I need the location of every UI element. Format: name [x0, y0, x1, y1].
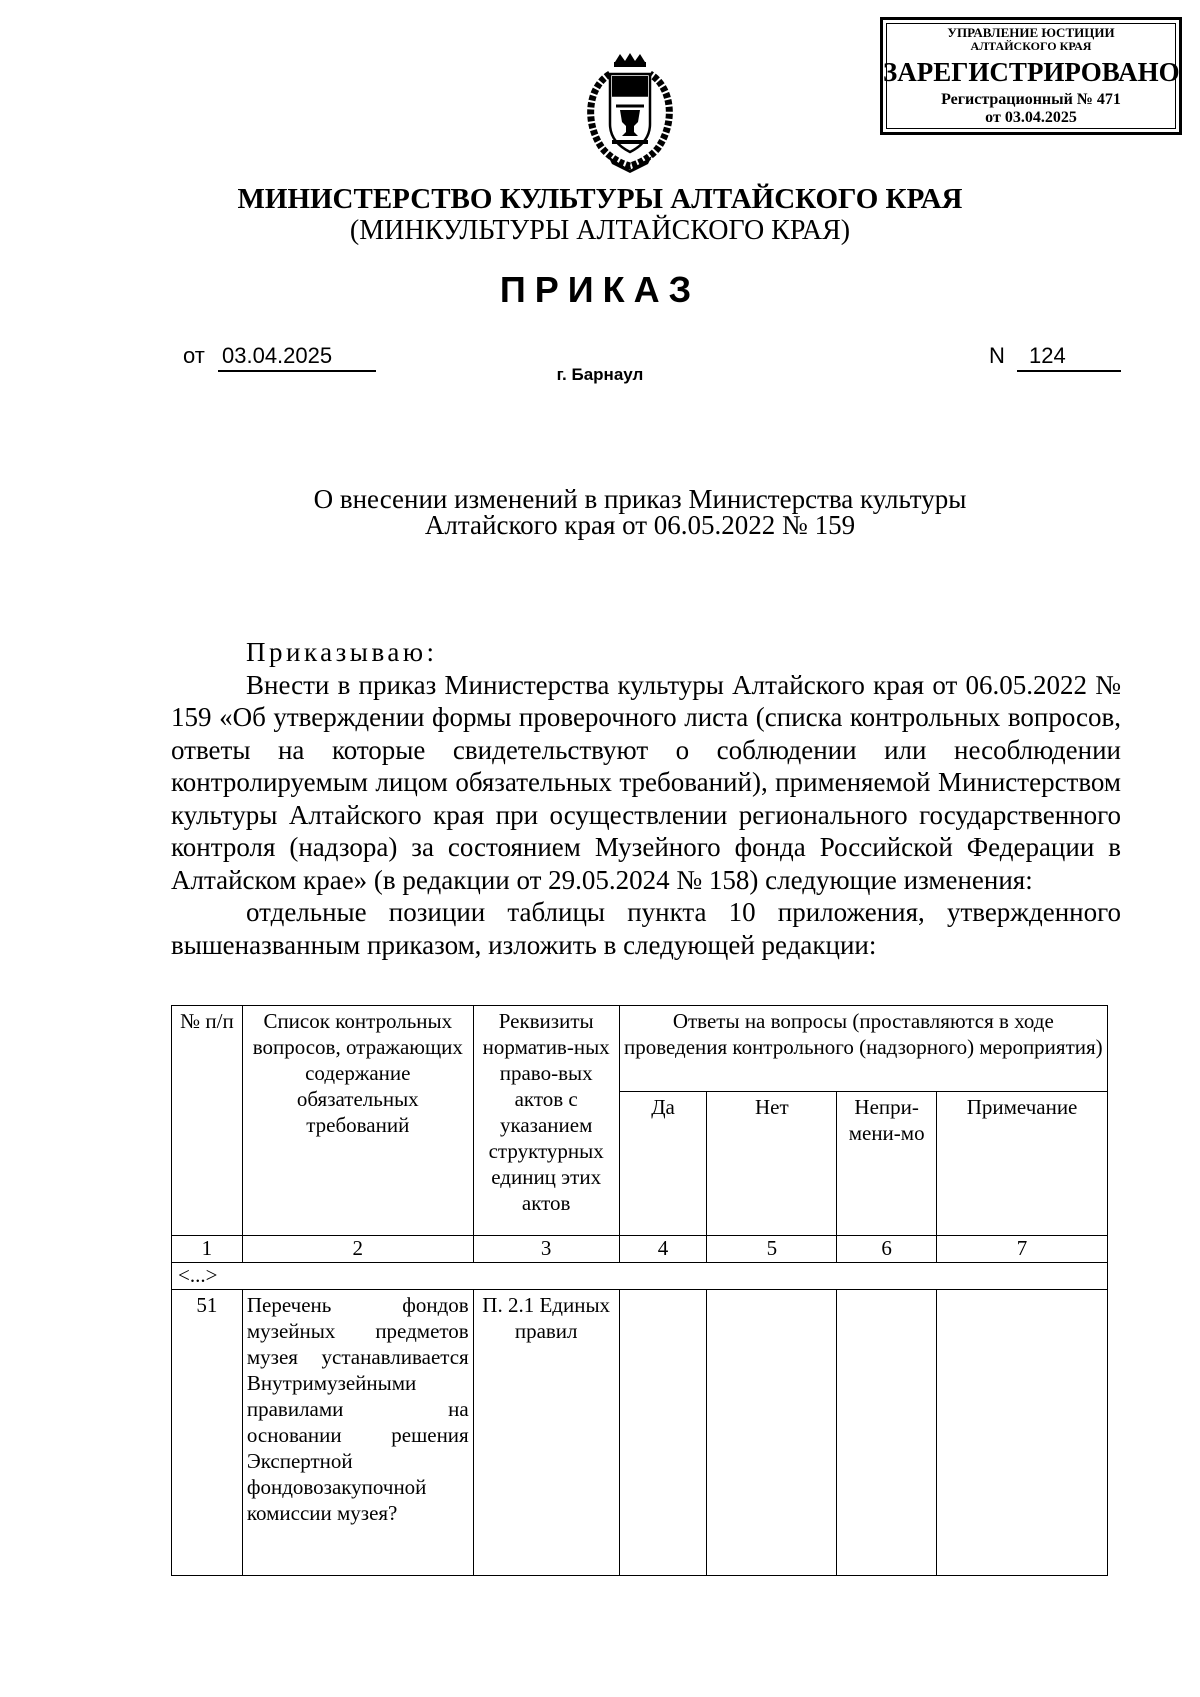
- document-type-title: ПРИКАЗ: [499, 269, 701, 310]
- stamp-reg-date: от 03.04.2025: [985, 109, 1077, 126]
- order-number: 124: [1017, 343, 1121, 372]
- header-no: Нет: [707, 1092, 837, 1236]
- number-prefix: N: [989, 343, 1005, 368]
- header-not-applicable: Непри-мени-мо: [837, 1092, 937, 1236]
- header-answers: Ответы на вопросы (проставляются в ходе проведения контрольного (надзорного) мероприятия): [619, 1006, 1107, 1092]
- row-answer-no: [707, 1290, 837, 1576]
- table-ellipsis-row: <...>: [172, 1263, 1108, 1290]
- row-number: 51: [172, 1290, 243, 1576]
- header-yes: Да: [619, 1092, 707, 1236]
- header-note: Примечание: [937, 1092, 1108, 1236]
- body-paragraph-2: отдельные позиции таблицы пункта 10 приложения, утвержденного вышеназванным приказом, изложить в следующей редакции:: [171, 897, 1121, 960]
- column-number-5: 5: [707, 1236, 837, 1263]
- stamp-authority-line1: УПРАВЛЕНИЕ ЮСТИЦИИ: [947, 25, 1115, 40]
- table-row: [172, 1290, 1108, 1576]
- header-col-requisites: Реквизиты норматив-ных право-вых актов с указанием структурных единиц этих актов: [473, 1006, 619, 1236]
- ministry-name: МИНИСТЕРСТВО КУЛЬТУРЫ АЛТАЙСКОГО КРАЯ: [237, 183, 963, 215]
- column-number-4: 4: [619, 1236, 707, 1263]
- stamp-status: ЗАРЕГИСТРИРОВАНО: [883, 57, 1180, 87]
- row-answer-yes: [619, 1290, 707, 1576]
- ministry-short-name: (МИНКУЛЬТУРЫ АЛТАЙСКОГО КРАЯ): [349, 215, 851, 246]
- date-prefix: от: [183, 343, 205, 368]
- row-note: [937, 1290, 1108, 1576]
- row-requisites: П. 2.1 Единых правил: [473, 1290, 619, 1576]
- column-number-2: 2: [242, 1236, 473, 1263]
- row-question: Перечень фондов музейных предметов музея устанавливается Внутримузейными правилами на основании решения Экспертной фондовозакупочной комиссии музея?: [242, 1290, 473, 1576]
- subject-line-1: О внесении изменений в приказ Министерства культуры: [313, 484, 967, 514]
- order-body: [171, 636, 1121, 961]
- row-answer-not-applicable: [837, 1290, 937, 1576]
- header-col-number: № п/п: [172, 1006, 243, 1236]
- city: г. Барнаул: [556, 365, 644, 384]
- coat-of-arms-icon: [580, 52, 680, 174]
- order-subject: [200, 486, 1080, 538]
- stamp-reg-number: Регистрационный № 471: [941, 91, 1121, 108]
- body-paragraph-1: Внести в приказ Министерства культуры Алтайского края от 06.05.2022 № 159 «Об утверждении формы проверочного листа (списка контрольных вопросов, ответы на которые свидетельствуют о соблюдении или несоблюдении контролируемым лицом обязательных требований), применяемой Министерством культуры Алтайского края при осуществлении регионального государственного контроля (надзора) за состоянием Музейного фонда Российской Федерации в Алтайском крае» (в редакции от 29.05.2024 № 158) следующие изменения:: [171, 669, 1121, 895]
- subject-line-2: Алтайского края от 06.05.2022 № 159: [424, 510, 856, 540]
- column-number-1: 1: [172, 1236, 243, 1263]
- order-date: 03.04.2025: [218, 343, 376, 372]
- column-number-6: 6: [837, 1236, 937, 1263]
- header-col-questions: Список контрольных вопросов, отражающих содержание обязательных требований: [242, 1006, 473, 1236]
- column-number-3: 3: [473, 1236, 619, 1263]
- stamp-authority-line2: АЛТАЙСКОГО КРАЯ: [970, 39, 1092, 53]
- checklist-table: [171, 1005, 1108, 1576]
- column-number-7: 7: [937, 1236, 1108, 1263]
- registration-stamp: [880, 17, 1182, 135]
- orders-label: Приказываю:: [246, 637, 438, 667]
